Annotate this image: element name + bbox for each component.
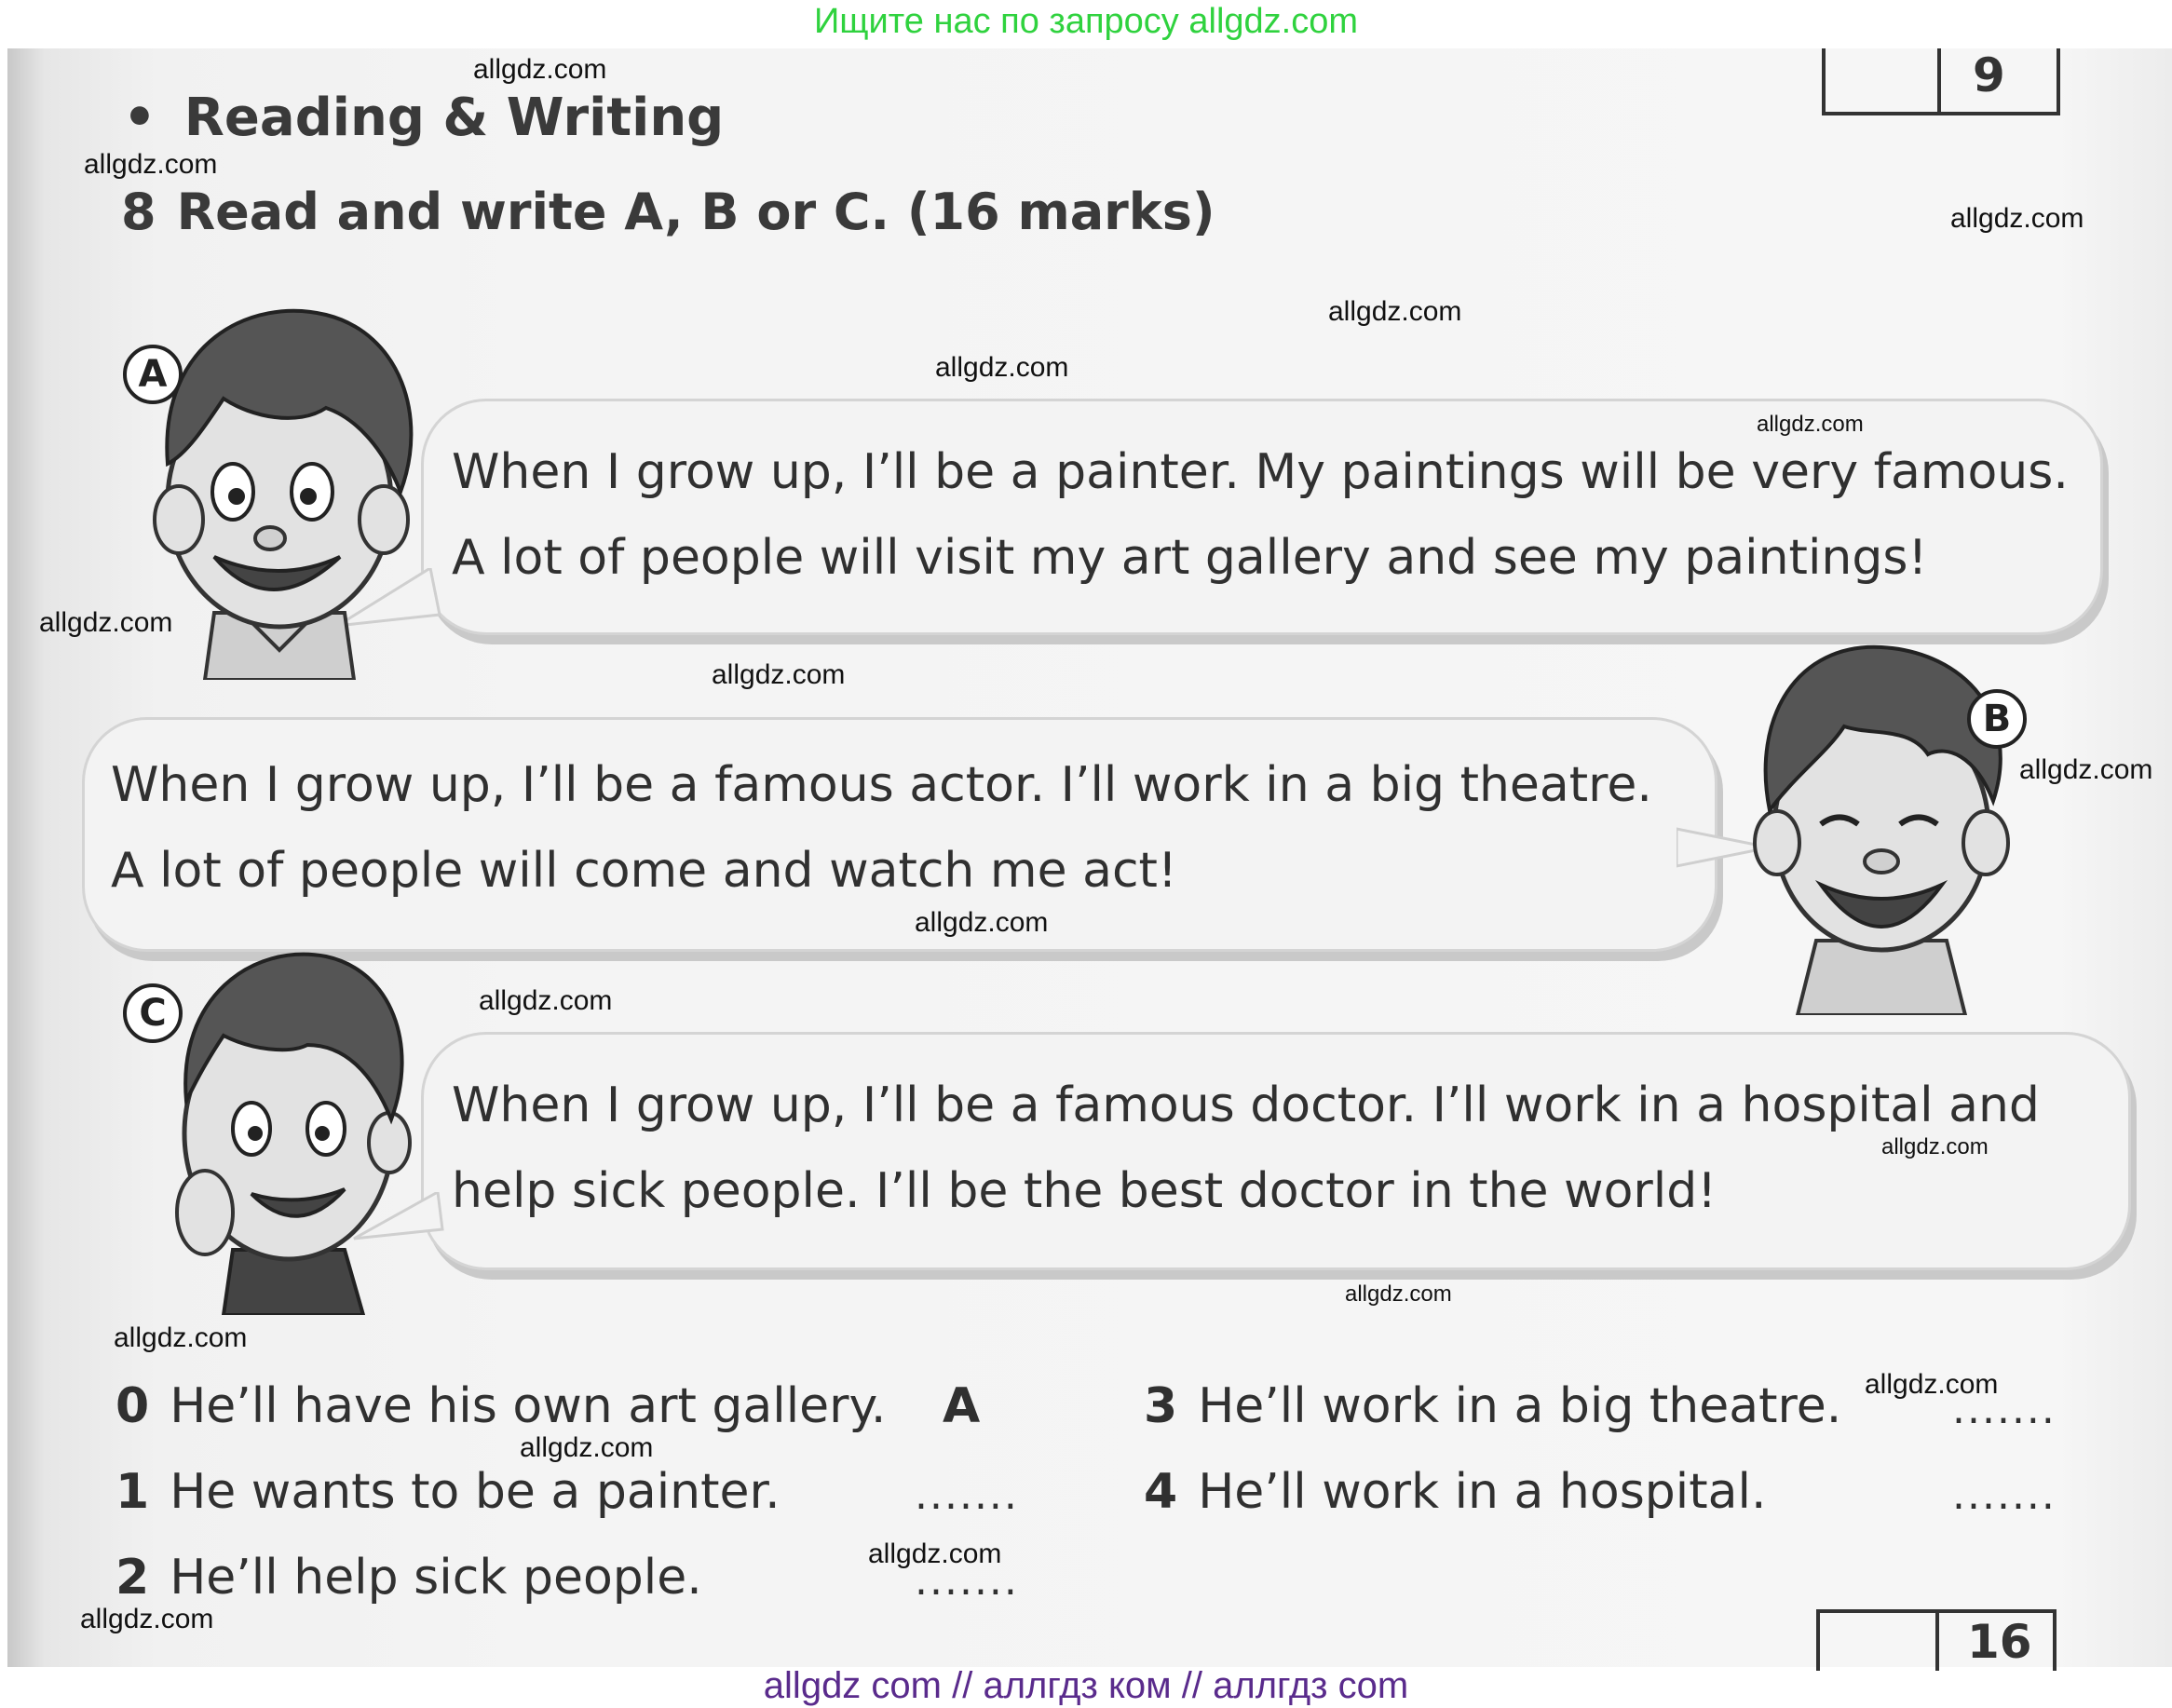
item-2-text: He’ll help sick people.	[170, 1550, 702, 1606]
watermark-text: allgdz.com	[1950, 203, 2084, 234]
speech-bubble-b	[82, 717, 1717, 952]
item-0-number: 0	[115, 1378, 150, 1434]
item-3-number: 3	[1144, 1378, 1178, 1434]
item-3	[1144, 1378, 1841, 1434]
bubble-c-line-1: When I grow up, I’ll be a famous doctor. I’ll work in a hospital and	[452, 1078, 2040, 1133]
watermark-text: allgdz.com	[473, 54, 607, 85]
item-1	[115, 1464, 781, 1520]
score-box-bottom	[1816, 1609, 2057, 1671]
watermark-text: allgdz.com	[915, 907, 1049, 938]
watermark-text: allgdz.com	[712, 659, 846, 690]
top-watermark-banner: Ищите нас по запросу allgdz.com	[813, 2, 1358, 41]
section-bullet: •	[123, 88, 156, 148]
item-2	[115, 1550, 702, 1606]
item-0-answer: A	[943, 1378, 981, 1434]
watermark-text: allgdz.com	[868, 1539, 1002, 1569]
bottom-watermark-banner: allgdz com // аллгдз ком // аллгдз com	[763, 1665, 1409, 1706]
watermark-text: allgdz.com	[935, 352, 1069, 383]
task-number: 8	[121, 183, 156, 241]
watermark-text: allgdz.com	[114, 1322, 248, 1353]
item-4-number: 4	[1144, 1464, 1178, 1520]
item-1-number: 1	[115, 1464, 150, 1520]
item-2-answer-blank[interactable]: .......	[915, 1557, 1019, 1605]
item-3-answer-blank[interactable]: .......	[1952, 1386, 2057, 1433]
watermark-text: allgdz.com	[80, 1604, 214, 1634]
item-0	[115, 1378, 886, 1434]
bubble-b-line-2: A lot of people will come and watch me act!	[111, 843, 1177, 899]
item-4-text: He’ll work in a hospital.	[1198, 1464, 1767, 1520]
bubble-b-line-1: When I grow up, I’ll be a famous actor. I’ll work in a big theatre.	[111, 757, 1652, 813]
score-top-value: 9	[1973, 48, 2005, 102]
bubble-a-line-1: When I grow up, I’ll be a painter. My paintings will be very famous.	[452, 444, 2069, 500]
speech-bubble-c	[421, 1032, 2131, 1270]
item-0-text: He’ll have his own art gallery.	[170, 1378, 887, 1434]
item-3-text: He’ll work in a big theatre.	[1198, 1378, 1842, 1434]
bubble-c-line-2: help sick people. I’ll be the best doctor in the world!	[452, 1163, 1717, 1219]
watermark-text: allgdz.com	[520, 1432, 654, 1463]
item-2-number: 2	[115, 1550, 150, 1606]
watermark-text: allgdz.com	[84, 149, 218, 180]
boy-c-illustration	[149, 942, 419, 1315]
item-1-answer-blank[interactable]: .......	[915, 1471, 1019, 1519]
watermark-text: allgdz.com	[1881, 1134, 1989, 1159]
badge-a: A	[123, 345, 183, 404]
task-text: Read and write A, B or C. (16 marks)	[176, 183, 1215, 241]
watermark-text: allgdz.com	[39, 607, 173, 638]
item-1-text: He wants to be a painter.	[170, 1464, 781, 1520]
watermark-text: allgdz.com	[1757, 412, 1864, 437]
bubble-a-line-2: A lot of people will visit my art gallery and see my paintings!	[452, 530, 1928, 586]
item-4	[1144, 1464, 1766, 1520]
watermark-text: allgdz.com	[1345, 1281, 1452, 1307]
section-title: Reading & Writing	[183, 88, 725, 148]
task-instruction	[121, 183, 1215, 241]
score-box-top	[1822, 48, 2060, 115]
item-4-answer-blank[interactable]: .......	[1952, 1471, 2057, 1519]
badge-b: B	[1967, 689, 2027, 749]
badge-c: C	[123, 983, 183, 1043]
section-heading	[123, 88, 724, 148]
score-bottom-value: 16	[1967, 1615, 2032, 1669]
watermark-text: allgdz.com	[2019, 754, 2153, 785]
boy-a-illustration	[140, 305, 428, 680]
watermark-text: allgdz.com	[1865, 1369, 1999, 1400]
watermark-text: allgdz.com	[479, 985, 613, 1016]
watermark-text: allgdz.com	[1328, 296, 1462, 327]
